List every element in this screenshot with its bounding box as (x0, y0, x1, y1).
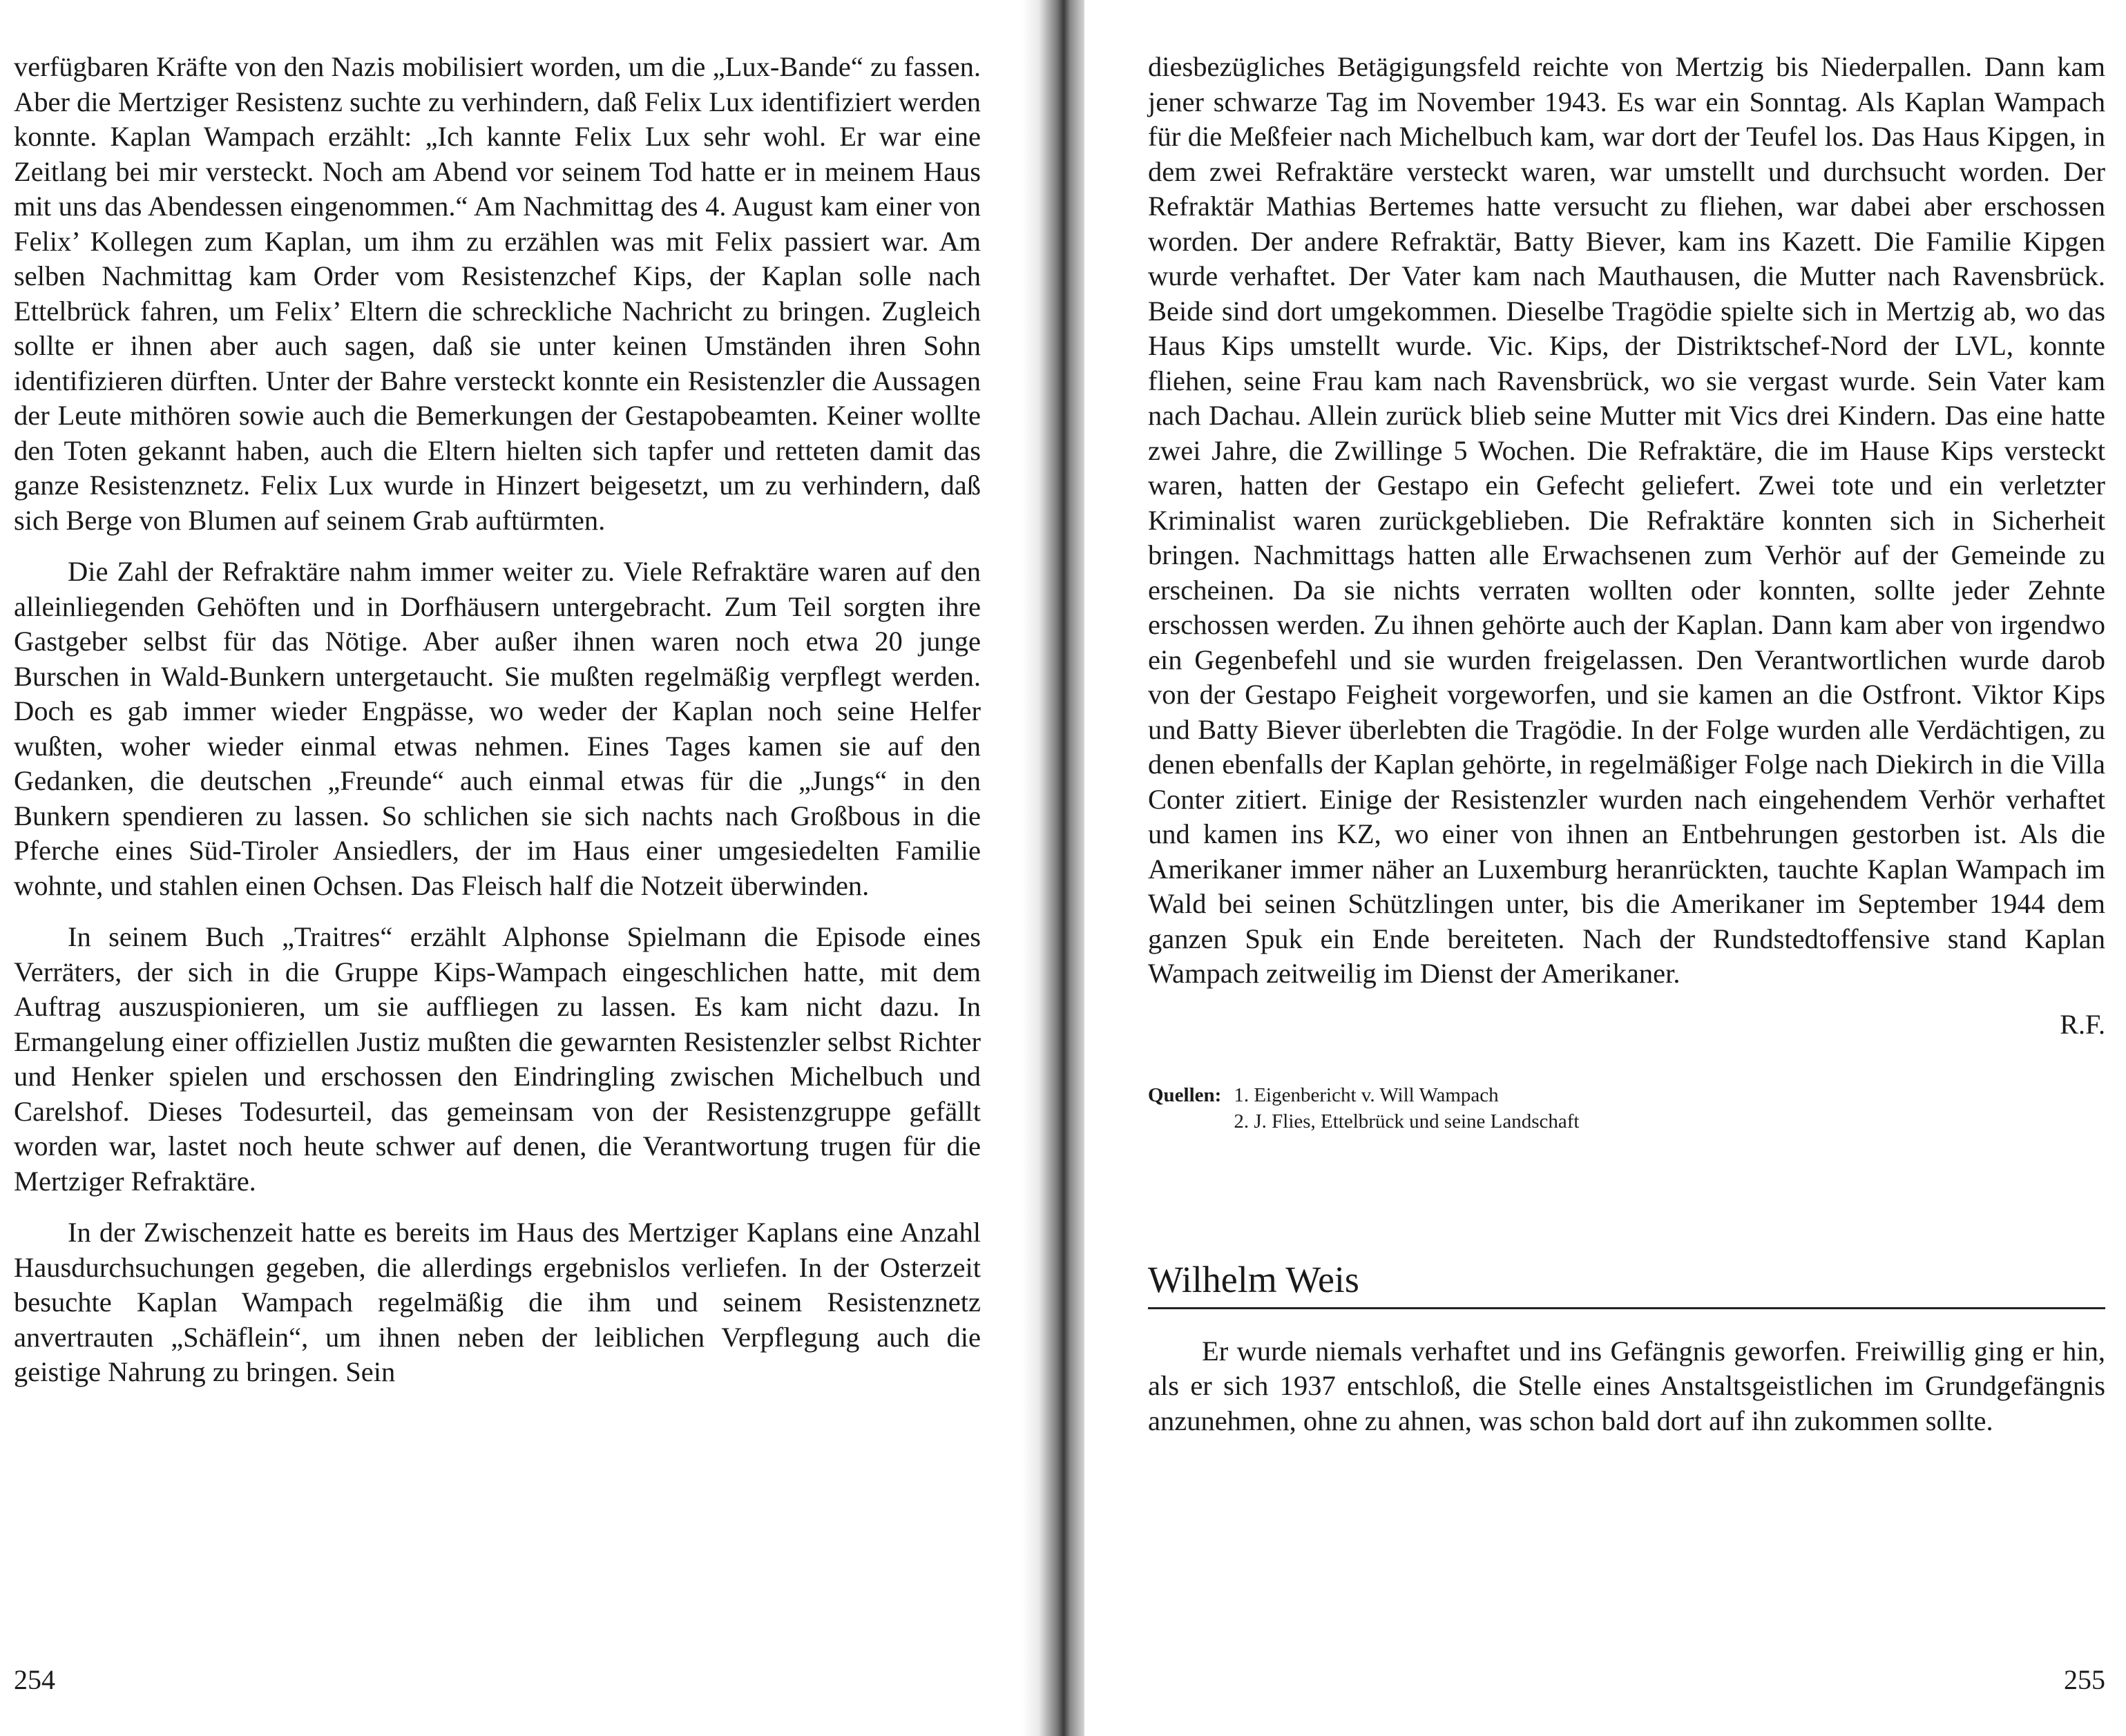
source-item: 2. J. Flies, Ettelbrück und seine Landschaft (1234, 1110, 1580, 1132)
page-number: 254 (14, 1664, 55, 1695)
body-paragraph: diesbezügliches Betägigungsfeld reichte von Mertzig bis Niederpallen. Dann kam jener schwarze Tag im November 1943. Es war ein Sonntag. Als Kaplan Wampach für die Meßfeier nach Michelbuch kam, war dort der Teufel los. Das Haus Kipgen, in dem zwei Refraktäre versteckt waren, war umstellt und durchsucht worden. Der Refraktär Mathias Bertemes hatte versucht zu fliehen, war dabei aber erschossen worden. Der andere Refraktär, Batty Biever, kam ins Kazett. Die Familie Kipgen wurde verhaftet. Der Vater kam nach Mauthausen, die Mutter nach Ravensbrück. Beide sind dort umgekommen. Dieselbe Tragödie spielte sich in Mertzig ab, wo das Haus Kips umstellt wurde. Vic. Kips, der Distriktschef-Nord der LVL, konnte fliehen, seine Frau kam nach Ravensbrück, wo sie vergast wurde. Sein Vater kam nach Dachau. Allein zurück blieb seine Mutter mit Vics drei Kindern. Das eine hatte zwei Jahre, die Zwillinge 5 Wochen. Die Refraktäre, die im Hause Kips versteckt waren, hatten der Gestapo ein Gefecht geliefert. Zwei tote und ein verletzter Kriminalist waren zurückgeblieben. Die Refraktäre konnten sich in Sicherheit bringen. Nachmittags hatten alle Erwachsenen zum Verhör auf der Gemeinde zu erscheinen. Da sie nichts verraten wollten oder konnten, sollte jeder Zehnte erschossen werden. Zu ihnen gehörte auch der Kaplan. Dann kam aber von irgendwo ein Gegenbefehl und sie wurden freigelassen. Den Verantwortlichen wurde darob von der Gestapo Feigheit vorgeworfen, und sie kamen an die Ostfront. Viktor Kips und Batty Biever überlebten die Tragödie. In der Folge wurden alle Verdächtigen, zu denen ebenfalls der Kaplan gehörte, in regelmäßiger Folge nach Diekirch in die Villa Conter zitiert. Einige der Resistenzler wurden nach eingehendem Verhör verhaftet und kamen ins KZ, wo einer von ihnen an Entbehrungen gestorben ist. Als die Amerikaner immer näher an Luxemburg heranrückten, tauchte Kaplan Wampach im Wald bei seinen Schützlingen unter, bis die Amerikaner im September 1944 dem ganzen Spuk ein Ende bereiteten. Nach der Rundstedtoffensive stand Kaplan Wampach zeitweilig im Dienst der Amerikaner. (1148, 51, 2105, 989)
body-paragraph: In der Zwischenzeit hatte es bereits im Haus des Mertziger Kaplans eine Anzahl Hausdurchsuchungen gegeben, die allerdings ergebnislos verliefen. In der Osterzeit besuchte Kaplan Wampach regelmäßig die ihm und seinem Resistenznetz anvertrauten „Schäflein“, um ihnen neben der leiblichen Verpflegung auch die geistige Nahrung zu bringen. Sein (14, 1217, 981, 1387)
right-page (1084, 0, 2126, 1736)
body-paragraph: verfügbaren Kräfte von den Nazis mobilisiert worden, um die „Lux-Bande“ zu fassen. Aber die Mertziger Resistenz suchte zu verhindern, daß Felix Lux identifiziert werden konnte. Kaplan Wampach erzählt: „Ich kannte Felix Lux sehr wohl. Er war eine Zeitlang bei mir versteckt. Noch am Abend vor seinem Tod hatte er in meinem Haus mit uns das Abendessen eingenommen.“ Am Nachmittag des 4. August kam einer von Felix’ Kollegen zum Kaplan, um ihm zu erzählen was mit Felix passiert war. Am selben Nachmittag kam Order vom Resistenzchef Kips, der Kaplan solle nach Ettelbrück fahren, um Felix’ Eltern die schreckliche Nachricht zu bringen. Zugleich sollte er ihnen aber auch sagen, daß sie unter keinen Umständen ihren Sohn identifizieren dürften. Unter der Bahre versteckt konnte ein Resistenzler die Aussagen der Leute mithören sowie auch die Bemerkungen der Gestapobeamten. Keiner wollte den Toten gekannt haben, auch die Eltern hielten sich tapfer und retteten damit das ganze Resistenznetz. Felix Lux wurde in Hinzert beigesetzt, um zu verhindern, daß sich Berge von Blumen auf seinem Grab auftürmten. (14, 51, 981, 536)
page-number: 255 (2064, 1664, 2105, 1695)
sources-block (1148, 1082, 2105, 1135)
section-heading: Wilhelm Weis (1148, 1259, 2105, 1309)
sources-label: Quellen: (1148, 1083, 1222, 1106)
section-paragraph: Er wurde niemals verhaftet und ins Gefängnis geworfen. Freiwillig ging er hin, als er sich 1937 entschloß, die Stelle eines Anstaltsgeistlichen im Grundgefängnis anzunehmen, ohne zu ahnen, was schon bald dort auf ihn zukommen sollte. (1148, 1335, 2105, 1436)
left-page (0, 0, 1043, 1736)
sources-list (1234, 1082, 1579, 1135)
body-paragraph: Die Zahl der Refraktäre nahm immer weiter zu. Viele Refraktäre waren auf den alleinliegenden Gehöften und in Dorfhäusern untergebracht. Zum Teil sorgten ihre Gastgeber selbst für das Nötige. Aber außer ihnen waren noch etwa 20 junge Burschen in Wald-Bunkern untergetaucht. Sie mußten regelmäßig verpflegt werden. Doch es gab immer wieder Engpässe, wo weder der Kaplan noch seine Helfer wußten, woher wieder einmal etwas nehmen. Eines Tages kamen sie auf den Gedanken, die deutschen „Freunde“ auch einmal etwas für die „Jungs“ in den Bunkern spendieren zu lassen. So schlichen sie sich nachts nach Großbous in die Pferche eines Süd-Tiroler Ansiedlers, der im Haus einer umgesiedelten Familie wohnte, und stahlen einen Ochsen. Das Fleisch half die Notzeit überwinden. (14, 556, 981, 901)
author-initials: R.F. (2060, 1008, 2105, 1040)
source-item: 1. Eigenbericht v. Will Wampach (1234, 1083, 1499, 1106)
body-paragraph: In seinem Buch „Traitres“ erzählt Alphonse Spielmann die Episode eines Verräters, der sich in die Gruppe Kips-Wampach eingeschlichen hatte, mit dem Auftrag auszuspionieren, um sie auffliegen zu lassen. Es kam nicht dazu. In Ermangelung einer offiziellen Justiz mußten die gewarnten Resistenzler selbst Richter und Henker spielen und erschossen den Eindringling zwischen Michelbuch und Carelshof. Dieses Todesurteil, das gemeinsam von der Resistenzgruppe gefällt worden war, lastet noch heute schwer auf denen, die Verantwortung trugen für die Mertziger Refraktäre. (14, 921, 981, 1197)
